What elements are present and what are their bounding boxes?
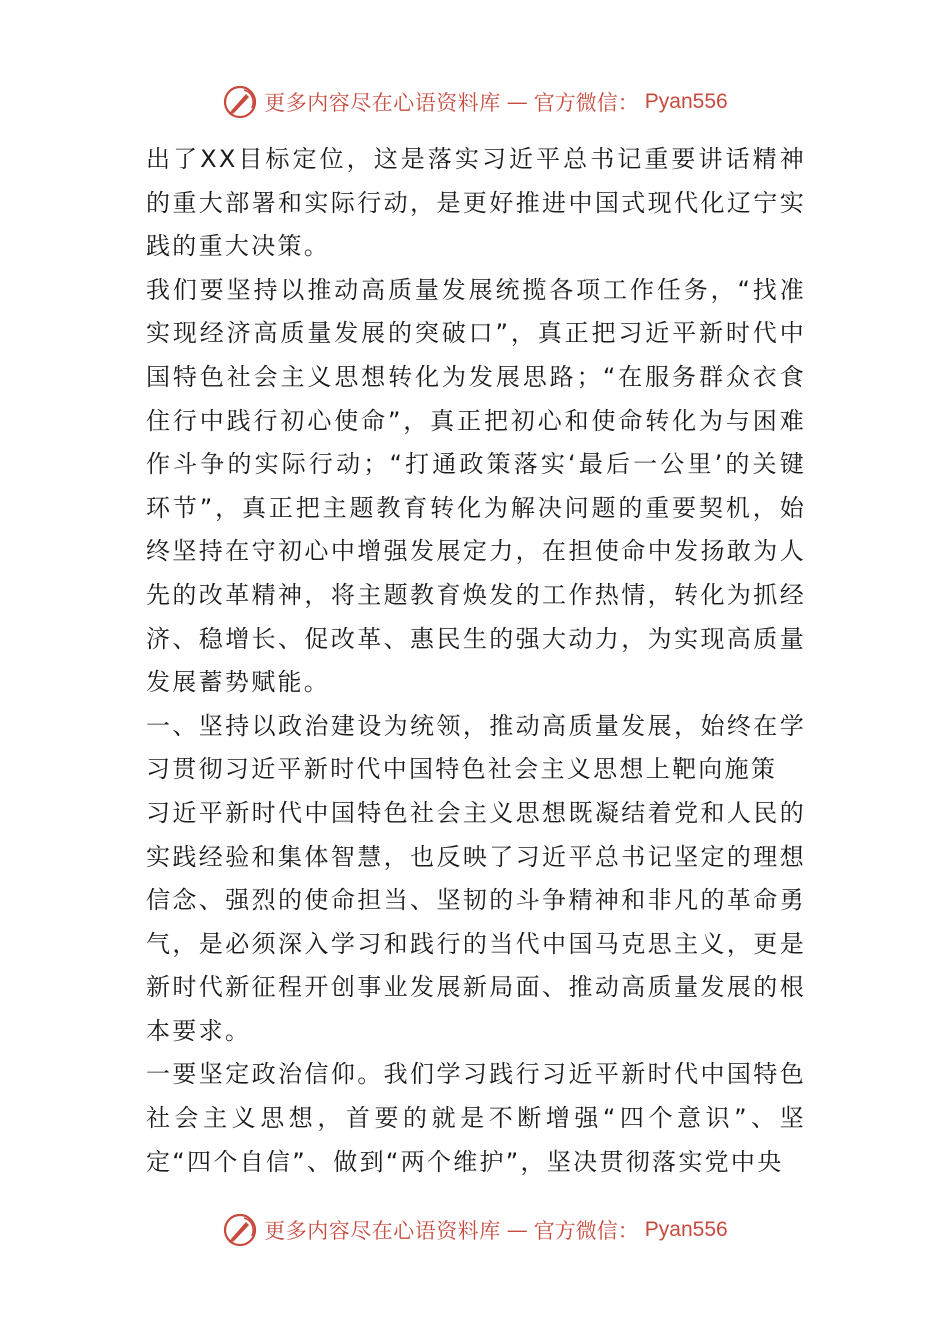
pen-logo-icon	[222, 1212, 258, 1248]
paragraph: 我们要坚持以推动高质量发展统揽各项工作任务，“找准实现经济高质量发展的突破口”，真正把习近平新时代中国特色社会主义思想转化为发展思路；“在服务群众衣食住行中践行初心使命”，真正把初心和使命转化为与困难作斗争的实际行动；“打通政策落实‘最后一公里’的关键环节”，真正把主题教育转化为解决问题的重要契机，始终坚持在守初心中增强发展定力，在担使命中发扬敢为人先的改革精神，将主题教育焕发的工作热情，转化为抓经济、稳增长、促改革、惠民生的强大动力，为实现高质量发展蓄势赋能。	[146, 275, 806, 697]
watermark-wechat-id: Pyan556	[644, 90, 728, 113]
watermark-wechat-label: 官方微信：	[533, 91, 639, 115]
paragraph: 一要坚定政治信仰。我们学习践行习近平新时代中国特色社会主义思想，首要的就是不断增强“四个意识”、坚定“四个自信”、做到“两个维护”，坚决贯彻落实党中央	[146, 1060, 806, 1176]
section-heading: 一、坚持以政治建设为统领，推动高质量发展，始终在学习贯彻习近平新时代中国特色社会主义思想上靶向施策	[146, 711, 806, 784]
watermark-text: 更多内容尽在心语资料库	[264, 1219, 501, 1243]
watermark-wechat-id: Pyan556	[644, 1218, 728, 1241]
watermark-text: 更多内容尽在心语资料库	[264, 91, 501, 115]
watermark-separator: —	[506, 90, 528, 114]
paragraph: 习近平新时代中国特色社会主义思想既凝结着党和人民的实践经验和集体智慧，也反映了习近平总书记坚定的理想信念、强烈的使命担当、坚韧的斗争精神和非凡的革命勇气，是必须深入学习和践行的当代中国马克思主义，更是新时代新征程开创事业发展新局面、推动高质量发展的根本要求。	[146, 798, 806, 1045]
header-watermark-banner	[0, 82, 950, 122]
document-body	[146, 138, 806, 1184]
footer-watermark-banner	[0, 1210, 950, 1250]
paragraph: 出了XX目标定位，这是落实习近平总书记重要讲话精神的重大部署和实际行动，是更好推进中国式现代化辽宁实践的重大决策。	[146, 145, 806, 261]
watermark-wechat-label: 官方微信：	[533, 1219, 639, 1243]
watermark-separator: —	[506, 1218, 528, 1242]
pen-logo-icon	[222, 84, 258, 120]
